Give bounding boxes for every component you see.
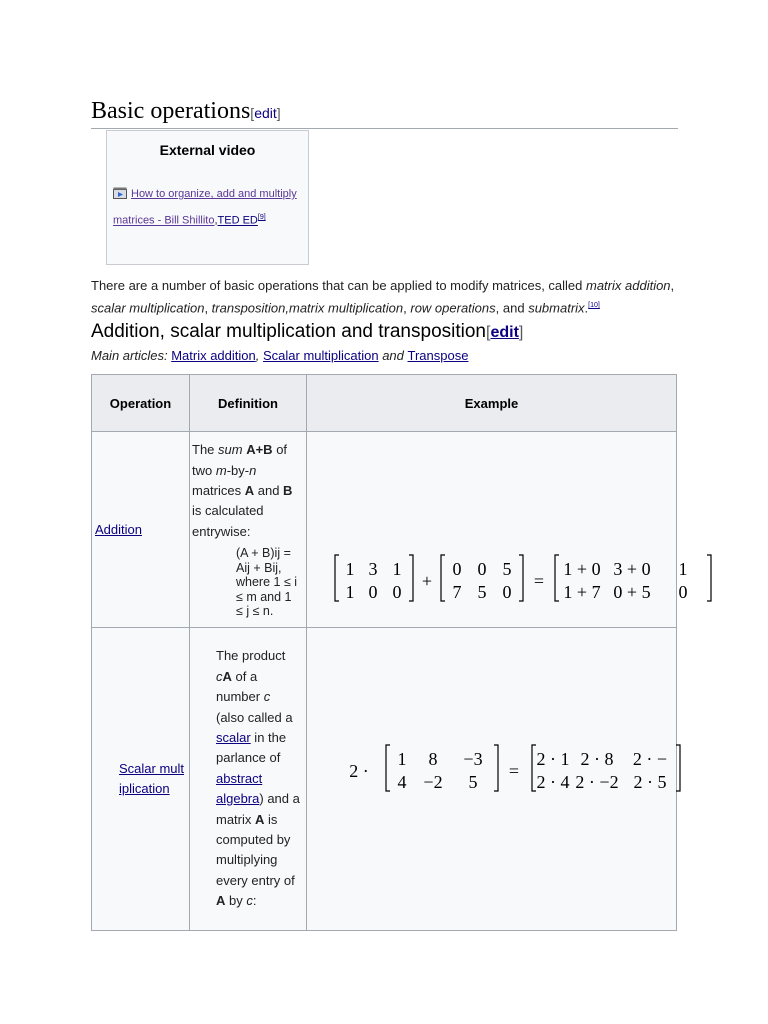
- addition-link[interactable]: Addition: [95, 522, 142, 537]
- matrix-sum-cell: 3 + 0: [613, 559, 651, 579]
- operations-table: [91, 374, 688, 931]
- header-example: Example: [307, 375, 677, 432]
- scalar-multiplication-row-link[interactable]: Scalar multiplication: [119, 760, 185, 796]
- matrix-m-cell: 5: [468, 772, 478, 792]
- matrix-sum-cell: 0: [678, 582, 688, 602]
- abstract-algebra-link[interactable]: abstract algebra: [216, 770, 263, 807]
- subsection-edit: [edit]: [486, 324, 524, 341]
- equals-sign: =: [508, 761, 520, 781]
- section-title: Basic operations: [91, 98, 251, 124]
- matrix-sum-cell: 1 + 0: [563, 559, 601, 579]
- scalar-definition: The product cA of a number c (also called a scalar in the parlance of abstract algebra) and a matrix A is computed by multiplying every entry of A by c:: [216, 648, 300, 909]
- section-edit-link[interactable]: edit: [254, 105, 277, 121]
- matrix-sum-cell: 1 + 7: [563, 582, 601, 602]
- matrix-sum-cell: 0 + 5: [613, 582, 651, 602]
- subsection-edit-link[interactable]: edit: [490, 324, 519, 341]
- matrix-a-cell: 0: [368, 582, 378, 602]
- table-row: [92, 432, 677, 628]
- matrix-sum-right-bracket: [707, 555, 711, 601]
- scalar-multiplication-link[interactable]: Scalar multiplication: [262, 348, 379, 363]
- scalar-equation: [307, 628, 676, 930]
- matrix-a-left-bracket: [335, 555, 339, 601]
- header-operation: Operation: [92, 375, 190, 432]
- matrix-m-left-bracket: [386, 745, 390, 791]
- matrix-sum-left-bracket: [555, 555, 559, 601]
- scalar-link[interactable]: scalar: [216, 729, 251, 745]
- addition-formula: (A + B)ij = Aij + Bij, where 1 ≤ i ≤ m and 1 ≤ j ≤ n.: [236, 546, 298, 619]
- matrix-m-cell: 8: [428, 749, 438, 769]
- matrix-product-cell: 2 · 8: [580, 749, 614, 769]
- term-scalar-multiplication: scalar multiplication: [91, 300, 205, 316]
- section-edit: [edit]: [250, 105, 281, 121]
- definition-cell: [190, 628, 307, 931]
- matrix-b-cell: 0: [452, 559, 462, 579]
- matrix-m-cell: 1: [397, 749, 407, 769]
- video-link[interactable]: How to organize, add and multiply matrices - Bill Shillito: [113, 188, 297, 227]
- matrix-a-cell: 0: [392, 582, 402, 602]
- example-cell: [307, 628, 677, 931]
- video-comma: ,: [214, 214, 218, 227]
- matrix-a-cell: 1: [392, 559, 402, 579]
- matrix-b-cell: 5: [477, 582, 487, 602]
- matrix-product-cell: 2 · −: [632, 749, 668, 769]
- matrix-addition-link[interactable]: Matrix addition: [171, 348, 256, 363]
- matrix-m-cell: −2: [423, 772, 443, 792]
- term-row-operations: row operations: [410, 300, 496, 316]
- matrix-a-cell: 1: [345, 582, 355, 602]
- film-icon: [113, 185, 128, 207]
- scalar-example: [307, 628, 676, 930]
- external-video-links: [113, 183, 303, 232]
- matrix-b-left-bracket: [441, 555, 445, 601]
- term-submatrix: submatrix: [528, 300, 585, 316]
- table-header-row: [92, 375, 677, 432]
- matrix-b-cell: 7: [452, 582, 462, 602]
- header-definition: Definition: [190, 375, 307, 432]
- ref-link-10[interactable]: [10]: [588, 302, 600, 309]
- subsection-title: Addition, scalar multiplication and transposition: [91, 321, 486, 342]
- plus-sign: +: [421, 571, 433, 591]
- definition-cell: [190, 432, 307, 628]
- matrix-a-right-bracket: [409, 555, 413, 601]
- matrix-product-cell: 2 · 5: [633, 772, 667, 792]
- subsection-heading: [91, 319, 691, 345]
- addition-example: [307, 432, 688, 627]
- example-cell: [307, 432, 688, 628]
- matrix-a-cell: 3: [368, 559, 378, 579]
- matrix-b-cell: 0: [502, 582, 512, 602]
- addition-definition: The sum A+B of two m-by-n matrices A and B is calculated entrywise:: [192, 442, 293, 539]
- matrix-b-cell: 0: [477, 559, 487, 579]
- operation-cell: [92, 628, 190, 931]
- matrix-product-cell: 2 · 4: [536, 772, 570, 792]
- matrix-m-right-bracket: [494, 745, 498, 791]
- ref-link-9[interactable]: [9]: [257, 214, 266, 221]
- transpose-link[interactable]: Transpose: [407, 348, 469, 363]
- matrix-product-right-bracket: [676, 745, 680, 791]
- matrix-m-cell: 4: [397, 772, 407, 792]
- operation-cell: [92, 432, 190, 628]
- matrix-a-cell: 1: [345, 559, 355, 579]
- scalar-factor: 2 ·: [349, 761, 369, 781]
- intro-paragraph: There are a number of basic operations that can be applied to modify matrices, called matrix addition, scalar multiplication, transposition,matrix multiplication, row operations, and submatrix.[10]: [91, 278, 675, 316]
- matrix-m-cell: −3: [463, 749, 483, 769]
- matrix-b-cell: 5: [502, 559, 512, 579]
- addition-equation: [307, 432, 688, 627]
- matrix-sum-cell: 1: [678, 559, 688, 579]
- external-video-heading: External video: [159, 142, 256, 158]
- external-video-box: [106, 130, 309, 265]
- matrix-b-right-bracket: [519, 555, 523, 601]
- table-row: [92, 628, 677, 931]
- section-heading: [91, 98, 678, 129]
- matrix-product-left-bracket: [532, 745, 536, 791]
- term-transposition: transposition,matrix multiplication: [211, 300, 404, 316]
- ted-ed-link[interactable]: TED ED: [217, 214, 258, 227]
- hatnote: Main articles: Matrix addition, Scalar multiplication and Transpose: [91, 348, 469, 363]
- equals-sign: =: [533, 571, 545, 591]
- matrix-product-cell: 2 · −2: [575, 772, 619, 792]
- matrix-product-cell: 2 · 1: [536, 749, 570, 769]
- term-matrix-addition: matrix addition: [586, 278, 671, 293]
